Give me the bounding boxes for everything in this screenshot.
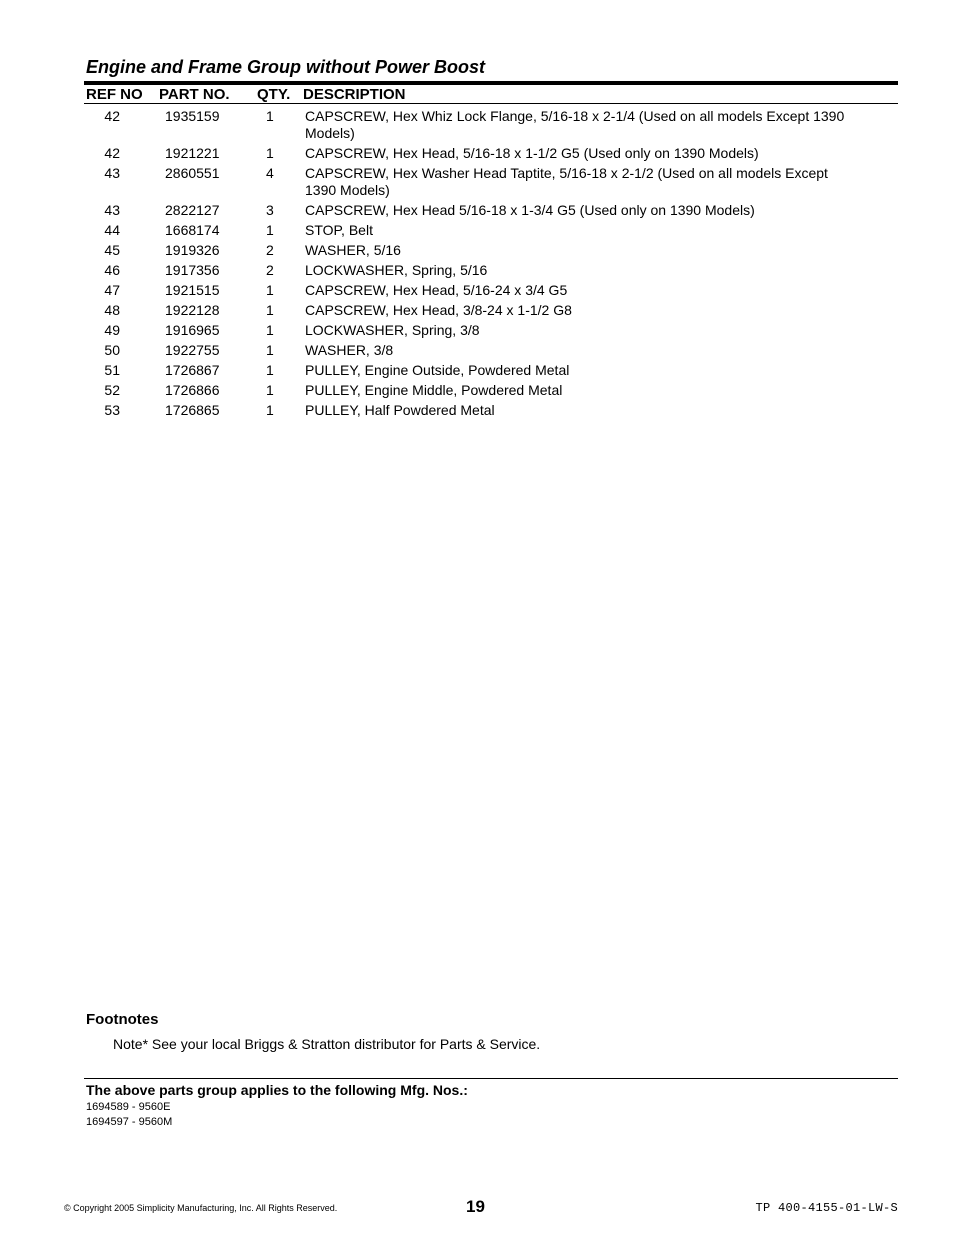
qty-cell: 1 <box>266 108 274 124</box>
ref-no-cell: 52 <box>104 382 120 398</box>
table-row <box>0 202 954 219</box>
qty-cell: 1 <box>266 302 274 318</box>
parts-table <box>0 108 954 422</box>
column-header-description: DESCRIPTION <box>303 86 406 103</box>
part-no-cell: 1726866 <box>165 382 220 398</box>
column-header-qty: QTY. <box>257 86 291 103</box>
mfg-number: 1694597 - 9560M <box>86 1116 173 1128</box>
ref-no-cell: 47 <box>104 282 120 298</box>
part-no-cell: 1922755 <box>165 342 220 358</box>
part-no-cell: 1919326 <box>165 242 220 258</box>
ref-no-cell: 51 <box>104 362 120 378</box>
part-no-cell: 1922128 <box>165 302 220 318</box>
qty-cell: 1 <box>266 362 274 378</box>
part-no-cell: 1921515 <box>165 282 220 298</box>
table-row <box>0 145 954 162</box>
part-no-cell: 1726867 <box>165 362 220 378</box>
ref-no-cell: 50 <box>104 342 120 358</box>
applies-to-title: The above parts group applies to the following Mfg. Nos.: <box>86 1082 468 1098</box>
mfg-number: 1694589 - 9560E <box>86 1101 171 1113</box>
column-header-part-no: PART NO. <box>159 86 230 103</box>
page-number: 19 <box>466 1197 485 1216</box>
section-title: Engine and Frame Group without Power Boost <box>86 57 486 77</box>
description-cell: PULLEY, Engine Middle, Powdered Metal <box>305 382 563 398</box>
qty-cell: 1 <box>266 145 274 161</box>
description-cell: CAPSCREW, Hex Head 5/16-18 x 1-3/4 G5 (Used only on 1390 Models) <box>305 202 755 218</box>
table-row <box>0 108 954 142</box>
description-cell: WASHER, 5/16 <box>305 242 401 258</box>
qty-cell: 1 <box>266 382 274 398</box>
table-row <box>0 342 954 359</box>
part-no-cell: 1916965 <box>165 322 220 338</box>
ref-no-cell: 45 <box>104 242 120 258</box>
description-cell: CAPSCREW, Hex Head, 5/16-18 x 1-1/2 G5 (Used only on 1390 Models) <box>305 145 759 161</box>
description-cell: STOP, Belt <box>305 222 373 238</box>
qty-cell: 1 <box>266 322 274 338</box>
description-cell: CAPSCREW, Hex Washer Head Taptite, 5/16-18 x 2-1/2 (Used on all models Except 1390 Models) <box>305 165 828 198</box>
qty-cell: 3 <box>266 202 274 218</box>
table-row <box>0 402 954 419</box>
table-row <box>0 302 954 319</box>
description-cell: CAPSCREW, Hex Whiz Lock Flange, 5/16-18 x 2-1/4 (Used on all models Except 1390 Models) <box>305 108 845 141</box>
copyright-notice: © Copyright 2005 Simplicity Manufacturing, Inc. All Rights Reserved. <box>64 1203 338 1213</box>
qty-cell: 1 <box>266 282 274 298</box>
table-row <box>0 382 954 399</box>
ref-no-cell: 43 <box>104 165 120 181</box>
table-row <box>0 362 954 379</box>
column-header-ref-no: REF NO <box>86 86 143 103</box>
ref-no-cell: 49 <box>104 322 120 338</box>
table-row <box>0 262 954 279</box>
qty-cell: 4 <box>266 165 274 181</box>
applies-divider <box>84 1078 898 1079</box>
description-cell: PULLEY, Engine Outside, Powdered Metal <box>305 362 570 378</box>
ref-no-cell: 43 <box>104 202 120 218</box>
part-no-cell: 1726865 <box>165 402 220 418</box>
footnotes-title: Footnotes <box>86 1011 159 1028</box>
ref-no-cell: 42 <box>104 108 120 124</box>
table-row <box>0 282 954 299</box>
description-cell: CAPSCREW, Hex Head, 5/16-24 x 3/4 G5 <box>305 282 568 298</box>
qty-cell: 2 <box>266 242 274 258</box>
part-no-cell: 2822127 <box>165 202 220 218</box>
header-divider <box>84 103 898 104</box>
description-cell: PULLEY, Half Powdered Metal <box>305 402 495 418</box>
part-no-cell: 2860551 <box>165 165 220 181</box>
ref-no-cell: 44 <box>104 222 120 238</box>
footnote-note: Note* See your local Briggs & Stratton distributor for Parts & Service. <box>113 1036 541 1052</box>
document-code: TP 400-4155-01-LW-S <box>755 1201 898 1215</box>
part-no-cell: 1668174 <box>165 222 220 238</box>
table-row <box>0 242 954 259</box>
qty-cell: 2 <box>266 262 274 278</box>
ref-no-cell: 46 <box>104 262 120 278</box>
part-no-cell: 1917356 <box>165 262 220 278</box>
qty-cell: 1 <box>266 342 274 358</box>
table-row <box>0 222 954 239</box>
table-row <box>0 322 954 339</box>
ref-no-cell: 42 <box>104 145 120 161</box>
part-no-cell: 1935159 <box>165 108 220 124</box>
qty-cell: 1 <box>266 222 274 238</box>
ref-no-cell: 53 <box>104 402 120 418</box>
title-divider <box>84 81 898 85</box>
description-cell: LOCKWASHER, Spring, 5/16 <box>305 262 488 278</box>
ref-no-cell: 48 <box>104 302 120 318</box>
part-no-cell: 1921221 <box>165 145 220 161</box>
description-cell: WASHER, 3/8 <box>305 342 394 358</box>
description-cell: CAPSCREW, Hex Head, 3/8-24 x 1-1/2 G8 <box>305 302 572 318</box>
table-row <box>0 165 954 199</box>
description-cell: LOCKWASHER, Spring, 3/8 <box>305 322 480 338</box>
qty-cell: 1 <box>266 402 274 418</box>
